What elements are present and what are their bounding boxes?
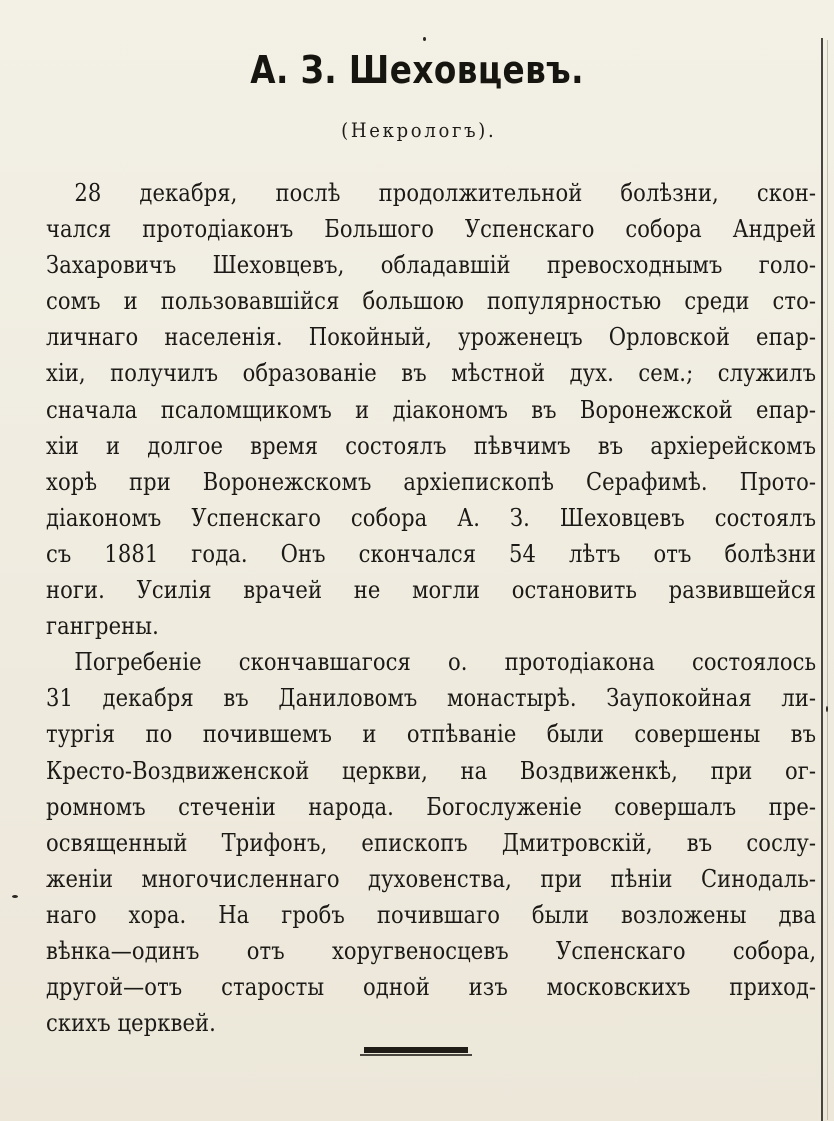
end-of-article-rule-thin bbox=[360, 1054, 472, 1056]
text-line: Погребеніе скончавшагося о. протодіакона состоялось bbox=[74, 647, 817, 677]
text-line: другой—отъ старосты одной изъ московскихъ приход- bbox=[46, 972, 817, 1002]
article-title: А. З. Шеховцевъ. bbox=[250, 48, 585, 92]
text-line: хіи и долгое время состоялъ пѣвчимъ въ архіерейскомъ bbox=[46, 430, 817, 460]
text-line: ромномъ стеченіи народа. Богослуженіе совершалъ пре- bbox=[46, 791, 817, 821]
text-line: Захаровичъ Шеховцевъ, обладавшій превосходнымъ голо- bbox=[46, 250, 817, 280]
text-line: діакономъ Успенскаго собора А. З. Шеховцевъ состоялъ bbox=[46, 502, 817, 532]
text-line: ноги. Усилія врачей не могли остановить развившейся bbox=[46, 575, 817, 605]
end-of-article-rule bbox=[364, 1047, 468, 1053]
ink-speck bbox=[12, 895, 18, 898]
text-line: наго хора. На гробъ почившаго были возложены два bbox=[46, 899, 817, 929]
text-line: женіи многочисленнаго духовенства, при пѣніи Синодаль- bbox=[46, 863, 817, 893]
text-line: личнаго населенія. Покойный, уроженецъ Орловской епар- bbox=[46, 322, 817, 352]
ink-speck bbox=[826, 706, 828, 712]
text-line: хорѣ при Воронежскомъ архіепископѣ Серафимѣ. Прото- bbox=[46, 466, 817, 496]
article-subtitle: (Некрологъ). bbox=[341, 118, 497, 142]
text-line: 31 декабря въ Даниловомъ монастырѣ. Заупокойная ли- bbox=[46, 683, 817, 713]
text-line: вѣнка—одинъ отъ хоругвеносцевъ Успенскаго собора, bbox=[46, 935, 817, 965]
text-line: гангрены. bbox=[46, 611, 159, 641]
text-line: сначала псаломщикомъ и діакономъ въ Воронежской епар- bbox=[46, 394, 817, 424]
ink-speck bbox=[423, 37, 426, 41]
text-line: съ 1881 года. Онъ скончался 54 лѣтъ отъ болѣзни bbox=[46, 538, 817, 568]
paragraph-2 bbox=[46, 644, 816, 1041]
text-line: освященный Трифонъ, епископъ Дмитровскій, въ сослу- bbox=[46, 827, 817, 857]
text-line: скихъ церквей. bbox=[46, 1008, 216, 1038]
text-line: хіи, получилъ образованіе въ мѣстной дух. сем.; служилъ bbox=[46, 358, 817, 388]
paragraph-1 bbox=[46, 175, 816, 644]
column-rule-shadow bbox=[827, 40, 828, 1120]
column-rule bbox=[821, 38, 823, 1121]
text-line: тургія по почившемъ и отпѣваніе были совершены въ bbox=[46, 719, 817, 749]
text-line: 28 декабря, послѣ продолжительной болѣзни, скон- bbox=[74, 178, 817, 207]
article-body bbox=[46, 175, 816, 1041]
text-line: чался протодіаконъ Большого Успенскаго собора Андрей bbox=[46, 214, 817, 244]
text-line: сомъ и пользовавшійся большою популярностью среди сто- bbox=[46, 286, 817, 316]
text-line: Кресто-Воздвиженской церкви, на Воздвиженкѣ, при ог- bbox=[46, 755, 817, 785]
